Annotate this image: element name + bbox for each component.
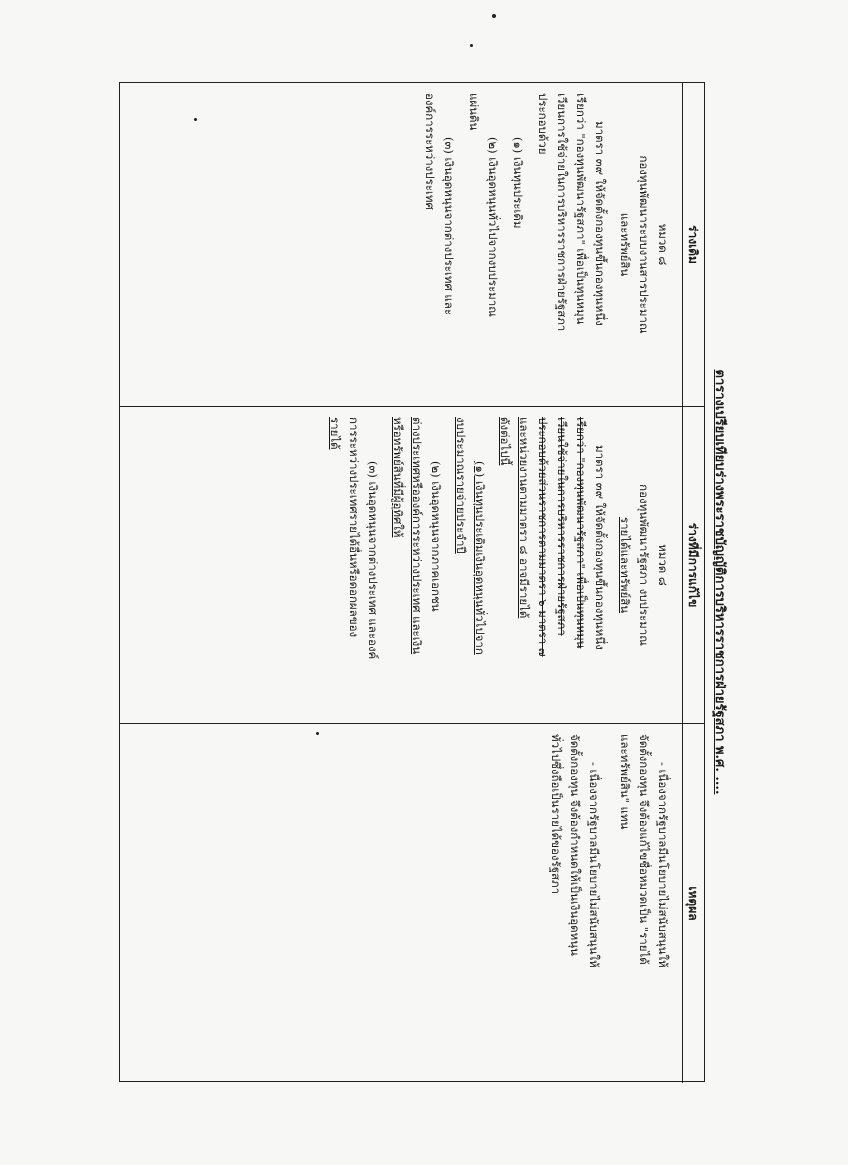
- amended-column: [120, 406, 682, 723]
- reason-1-cont: และทรัพย์สิน" แทน: [618, 734, 633, 830]
- document-title: ตารางเปรียบเทียบร่างพระราชบัญญัติการบริหารราชการฝ่ายรัฐสภา พ.ศ. ....: [712, 369, 727, 795]
- header-reason: เหตุผล: [682, 723, 704, 1083]
- original-section-line: เวียนการใช้จ่ายในการบริหารราชการฝ่ายรัฐสภา: [555, 93, 570, 332]
- original-item-2-cont: แผ่นดิน: [467, 93, 482, 131]
- amended-chapter: หมวด ๘: [656, 544, 670, 586]
- original-item-3: (๓) เงินอุดหนุนจากต่างประเทศ และ: [442, 137, 457, 316]
- amended-item-1: (๑) เงินทุนประเดิมเงินอุดหนุนทั่วไปจาก: [473, 461, 488, 655]
- amended-section-line: ประกอบด้วยส่วนราชการตามมาตรา ๖ มาตรา ๗: [536, 417, 551, 657]
- original-item-1: (๑) เงินทุนประเดิม: [511, 137, 526, 229]
- reason-column: [120, 723, 682, 1083]
- document-sheet: [119, 82, 729, 1082]
- original-section-line: ประกอบด้วย: [536, 93, 551, 155]
- amended-item-3-cont: การระหว่างประเทศรายได้อื่นหรือดอกผลของ: [347, 417, 362, 638]
- scan-speck: [316, 732, 319, 735]
- amended-item-3-cont: รายได้: [328, 417, 343, 450]
- original-section-line: มาตรา ๓๙ ให้จัดตั้งกองทุนขึ้นกองทุนหนึ่ง: [593, 121, 608, 326]
- amended-section-line: ดังต่อไปนี้: [498, 417, 513, 466]
- reason-1: - เนื่องจากรัฐบาลมีนโยบายไม่สนับสนุนให้: [656, 762, 670, 968]
- amended-item-3: (๓) เงินอุดหนุนจากต่างประเทศ และองค์: [366, 461, 381, 660]
- reason-2: - เนื่องจากรัฐบาลมีนโยบายไม่สนับสนุนให้: [587, 762, 602, 968]
- original-column: [120, 83, 682, 406]
- scan-speck: [194, 118, 197, 121]
- scan-speck: [492, 14, 496, 18]
- amended-chapter-title-1: กองทุนพัฒนารัฐสภา งบประมาณ: [637, 484, 652, 646]
- original-section-line: เรียกว่า "กองทุนพัฒนารัฐสภา" เพื่อเป็นทุนหมุน: [574, 93, 589, 325]
- amended-section-line: เรียกว่า "กองทุนพัฒนารัฐสภา" เพื่อเป็นทุนหมุน: [574, 417, 589, 649]
- amended-item-1-cont: งบประมาณรายจ่ายประจำปี: [454, 417, 469, 554]
- amended-chapter-title-2: รายได้และทรัพย์สิน: [618, 516, 633, 614]
- amended-section-line: มาตรา ๓๙ ให้จัดตั้งกองทุนขึ้นกองทุนหนึ่ง: [593, 445, 608, 650]
- original-chapter-title-2: และทรัพย์สิน: [618, 212, 633, 277]
- amended-item-2: (๒) เงินอุดหนุนจากภาคเอกชน: [429, 461, 444, 612]
- scan-speck: [470, 44, 473, 47]
- comparison-table: [119, 82, 705, 1082]
- original-chapter: หมวด ๘: [656, 223, 670, 266]
- amended-section-line: และหน่วยงานตามมาตรา ๘ อาจมีรายได้: [517, 417, 532, 619]
- reason-2-cont: ทั่วไปซึ่งถือเป็นรายได้ของรัฐสภา: [549, 734, 564, 895]
- amended-item-2-cont: หรือทรัพย์สินที่มีผู้อุทิศให้: [391, 417, 406, 538]
- amended-item-2-cont: ต่างประเทศหรือองค์การระหว่างประเทศ และเงิน: [410, 417, 425, 655]
- header-original: ร่างเดิม: [682, 83, 704, 406]
- reason-2-cont: จัดตั้งกองทุน จึงต้องกำหนดให้เป็นเงินอุดหนุน: [568, 734, 583, 956]
- original-chapter-title-1: กองทุนพัฒนาระบบงานสารประมาณ: [637, 155, 652, 334]
- reason-1-cont: จัดตั้งกองทุน จึงต้องแก้ไขชื่อหมวดเป็น "รายได้: [637, 734, 652, 965]
- original-item-3-cont: องค์การระหว่างประเทศ: [423, 93, 438, 210]
- amended-section-line: เวียนใช้จ่ายในการบริหารราชการฝ่ายรัฐสภา: [555, 417, 570, 636]
- original-item-2: (๒) เงินอุดหนุนทั่วไปจากงบประมาณ: [486, 137, 501, 317]
- header-amended: ร่างที่มีการแก้ไข: [682, 406, 704, 723]
